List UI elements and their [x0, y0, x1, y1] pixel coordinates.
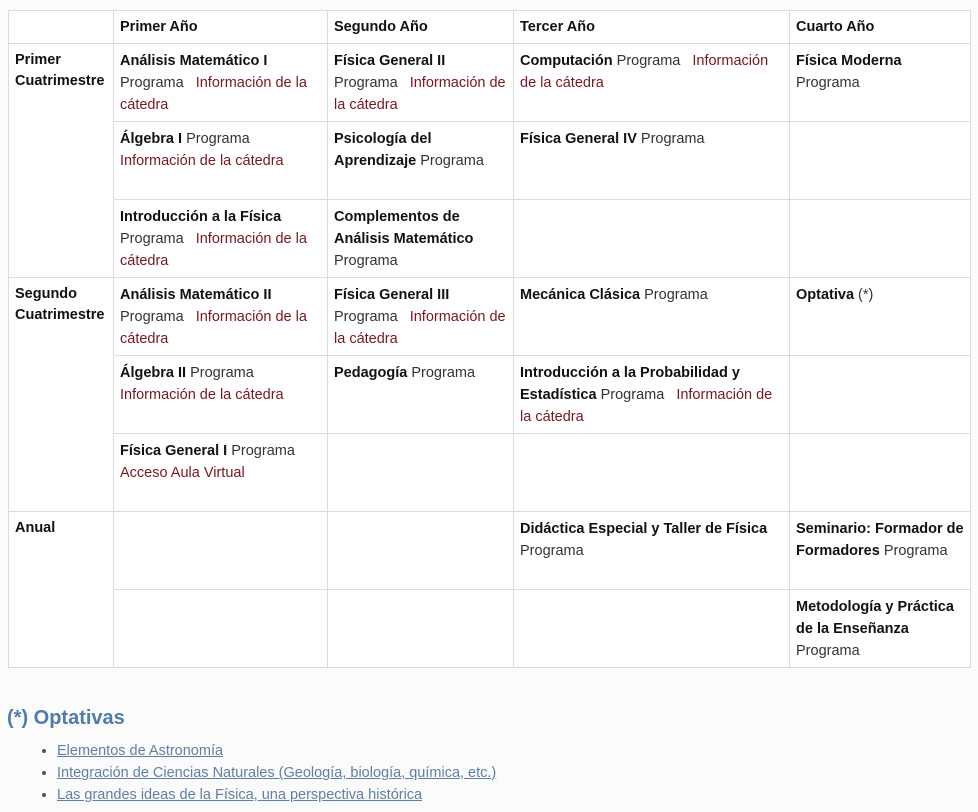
programa-link[interactable]: Programa — [190, 365, 254, 381]
optativas-heading: (*) Optativas — [7, 707, 125, 729]
course-cell — [514, 278, 790, 356]
programa-link[interactable]: Programa — [644, 287, 708, 303]
info-catedra-link[interactable]: Información de la cátedra — [120, 231, 307, 269]
rowhead-label: Cuatrimestre — [15, 307, 105, 323]
course-cell — [514, 356, 790, 434]
header-row — [9, 11, 971, 44]
header-year-1: Primer Año — [114, 11, 328, 44]
course-name: Introducción a la Probabilidad y Estadística — [520, 365, 740, 403]
rowhead-label: Primer — [15, 52, 61, 68]
course-name: Seminario: Formador de Formadores — [796, 521, 964, 559]
course-cell — [514, 122, 790, 200]
study-plan-table — [8, 10, 971, 668]
header-year-2: Segundo Año — [328, 11, 514, 44]
optativa-note: (*) — [858, 287, 874, 303]
course-cell — [790, 512, 971, 590]
empty-cell — [514, 590, 790, 668]
optativa-link[interactable]: Integración de Ciencias Naturales (Geología, biología, química, etc.) — [57, 765, 497, 781]
info-catedra-link[interactable]: Información de la cátedra — [120, 387, 284, 403]
course-cell — [328, 356, 514, 434]
course-cell — [114, 278, 328, 356]
course-name: Computación — [520, 53, 613, 69]
empty-cell — [328, 434, 514, 512]
optativas-list — [37, 740, 496, 806]
course-name: Análisis Matemático II — [120, 287, 272, 303]
course-name: Pedagogía — [334, 365, 408, 381]
header-year-3: Tercer Año — [514, 11, 790, 44]
course-cell — [114, 356, 328, 434]
course-name: Física General II — [334, 53, 446, 69]
course-name: Complementos de Análisis Matemático — [334, 209, 474, 247]
programa-link[interactable]: Programa — [616, 53, 681, 69]
programa-link[interactable]: Programa — [796, 75, 860, 91]
course-cell — [114, 434, 328, 512]
course-name: Introducción a la Física — [120, 209, 282, 225]
course-name: Psicología del Aprendizaje — [334, 131, 432, 169]
programa-link[interactable]: Programa — [231, 443, 295, 459]
info-catedra-link[interactable]: Información de la cátedra — [334, 309, 506, 347]
empty-cell — [790, 122, 971, 200]
course-cell — [514, 512, 790, 590]
info-catedra-link[interactable]: Información de la cátedra — [120, 75, 307, 113]
course-name: Física General I — [120, 443, 228, 459]
empty-cell — [514, 434, 790, 512]
info-catedra-link[interactable]: Información de la cátedra — [120, 153, 284, 169]
rowhead-label: Segundo — [15, 286, 78, 302]
programa-link[interactable]: Programa — [420, 153, 484, 169]
table-row — [9, 434, 971, 512]
course-cell — [328, 200, 514, 278]
course-name: Didáctica Especial y Taller de Física — [520, 521, 768, 537]
course-name: Análisis Matemático I — [120, 53, 268, 69]
header-empty — [9, 11, 114, 44]
course-name: Metodología y Práctica de la Enseñanza — [796, 599, 954, 637]
empty-cell — [790, 434, 971, 512]
empty-cell — [114, 512, 328, 590]
programa-link[interactable]: Programa — [120, 75, 184, 91]
course-cell — [114, 44, 328, 122]
programa-link[interactable]: Programa — [334, 75, 398, 91]
programa-link[interactable]: Programa — [600, 387, 665, 403]
course-name: Mecánica Clásica — [520, 287, 641, 303]
empty-cell — [790, 200, 971, 278]
empty-cell — [114, 590, 328, 668]
course-name: Álgebra I — [120, 131, 183, 147]
course-cell — [328, 278, 514, 356]
info-catedra-link[interactable]: Información de la cátedra — [120, 309, 307, 347]
rowhead-segundo-cuatrimestre — [9, 278, 114, 512]
course-cell — [114, 200, 328, 278]
programa-link[interactable]: Programa — [120, 309, 184, 325]
programa-link[interactable]: Programa — [334, 253, 398, 269]
course-cell — [790, 44, 971, 122]
list-item — [57, 762, 496, 784]
rowhead-label: Cuatrimestre — [15, 73, 105, 89]
info-catedra-link[interactable]: Información de la cátedra — [520, 387, 773, 425]
course-cell — [328, 44, 514, 122]
rowhead-primer-cuatrimestre — [9, 44, 114, 278]
programa-link[interactable]: Programa — [120, 231, 184, 247]
table-row — [9, 590, 971, 668]
programa-link[interactable]: Programa — [640, 131, 705, 147]
programa-link[interactable]: Programa — [334, 309, 398, 325]
course-cell — [328, 122, 514, 200]
info-catedra-link[interactable]: Información de la cátedra — [334, 75, 506, 113]
empty-cell — [328, 512, 514, 590]
optativa-link[interactable]: Elementos de Astronomía — [57, 743, 224, 759]
course-cell — [114, 122, 328, 200]
list-item — [57, 784, 496, 806]
empty-cell — [328, 590, 514, 668]
programa-link[interactable]: Programa — [411, 365, 476, 381]
aula-virtual-link[interactable]: Acceso Aula Virtual — [120, 465, 245, 481]
table-row — [9, 278, 971, 356]
course-name: Física General III — [334, 287, 450, 303]
header-year-4: Cuarto Año — [790, 11, 971, 44]
info-catedra-link[interactable]: Información de la cátedra — [520, 53, 769, 91]
course-cell — [790, 278, 971, 356]
table-row — [9, 44, 971, 122]
course-name: Álgebra II — [120, 365, 187, 381]
course-cell — [514, 44, 790, 122]
programa-link[interactable]: Programa — [883, 543, 948, 559]
empty-cell — [514, 200, 790, 278]
table-row — [9, 200, 971, 278]
programa-link[interactable]: Programa — [520, 543, 584, 559]
programa-link[interactable]: Programa — [796, 643, 860, 659]
table-row — [9, 512, 971, 590]
optativa-link[interactable]: Las grandes ideas de la Física, una perspectiva histórica — [57, 787, 423, 803]
programa-link[interactable]: Programa — [186, 131, 250, 147]
course-name: Física General IV — [520, 131, 637, 147]
empty-cell — [790, 356, 971, 434]
course-cell — [790, 590, 971, 668]
course-name: Optativa — [796, 287, 855, 303]
list-item — [57, 740, 496, 762]
table-row — [9, 356, 971, 434]
rowhead-anual: Anual — [9, 512, 114, 668]
table-row — [9, 122, 971, 200]
course-name: Física Moderna — [796, 53, 902, 69]
